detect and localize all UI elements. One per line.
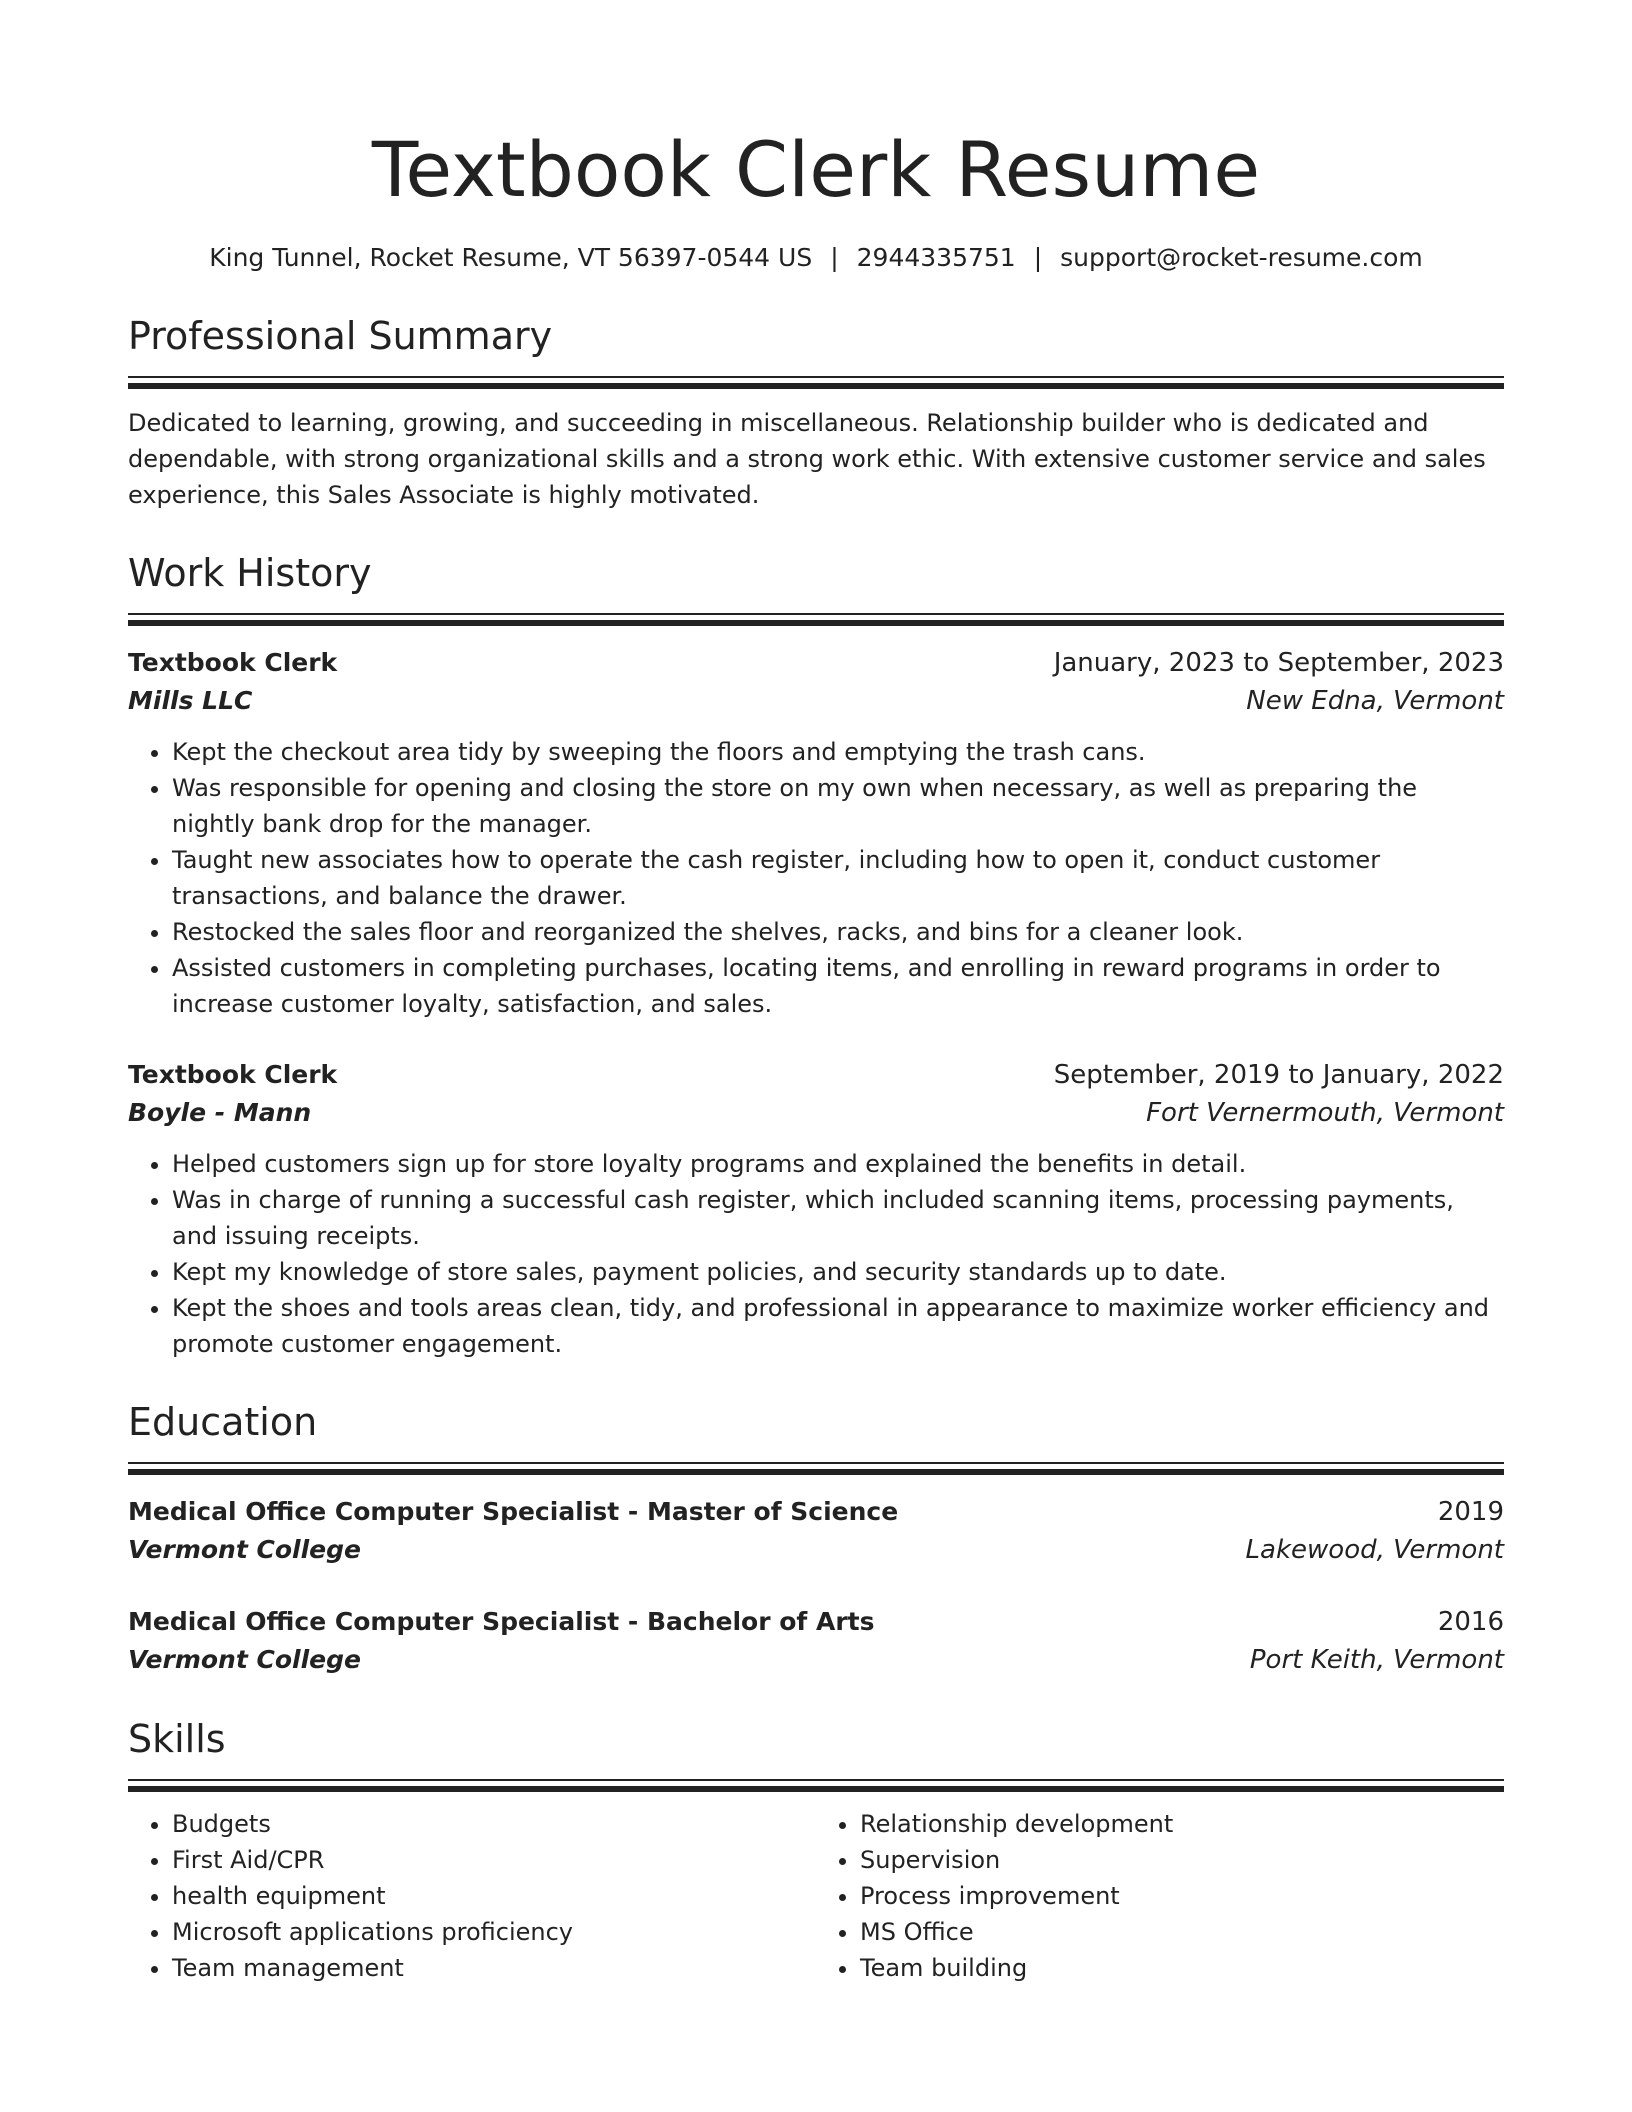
skills-list-right — [816, 1806, 1504, 1986]
skill-item: • Budgets — [172, 1806, 816, 1842]
list-item: • Assisted customers in completing purchases, locating items, and enrolling in reward programs in order to increase customer loyalty, satisfaction, and sales. — [172, 950, 1504, 1022]
list-item: • Kept the checkout area tidy by sweeping the floors and emptying the trash cans. — [172, 734, 1504, 770]
contact-separator: | — [830, 243, 839, 272]
job-company: Mills LLC — [128, 686, 253, 715]
education-year: 2016 — [1437, 1607, 1504, 1637]
contact-line — [128, 240, 1504, 276]
job-location: Fort Vernermouth, Vermont — [1146, 1098, 1504, 1128]
education-school: Vermont College — [128, 1535, 361, 1564]
education-entry — [128, 1603, 1504, 1679]
contact-phone: 2944335751 — [856, 243, 1016, 272]
section-divider — [128, 1462, 1504, 1475]
education-section — [128, 1396, 1504, 1475]
list-item: • Kept the shoes and tools areas clean, tidy, and professional in appearance to maximize worker efficiency and promote customer engagement. — [172, 1290, 1504, 1362]
education-heading: Education — [128, 1400, 318, 1444]
education-degree: Medical Office Computer Specialist - Bachelor of Arts — [128, 1607, 875, 1636]
skills-heading: Skills — [128, 1717, 226, 1761]
work-history-section — [128, 547, 1504, 626]
skills-list-left — [128, 1806, 816, 1986]
summary-text: Dedicated to learning, growing, and succeeding in miscellaneous. Relationship builder who is dedicated and dependable, with strong organizational skills and a strong work ethic. With extensive customer service and sales experience, this Sales Associate is highly motivated. — [128, 409, 1486, 509]
section-divider — [128, 613, 1504, 626]
list-item: • Helped customers sign up for store loyalty programs and explained the benefits in detail. — [172, 1146, 1504, 1182]
list-item: • Was responsible for opening and closing the store on my own when necessary, as well as preparing the nightly bank drop for the manager. — [172, 770, 1504, 842]
job-entry — [128, 1056, 1504, 1362]
contact-address: King Tunnel, Rocket Resume, VT 56397-0544 US — [209, 243, 813, 272]
job-entry — [128, 644, 1504, 1022]
job-location: New Edna, Vermont — [1246, 686, 1504, 716]
skill-item: • Microsoft applications proficiency — [172, 1914, 816, 1950]
list-item: • Restocked the sales floor and reorganized the shelves, racks, and bins for a cleaner look. — [172, 914, 1504, 950]
skill-item: • Supervision — [860, 1842, 1504, 1878]
education-year: 2019 — [1437, 1497, 1504, 1527]
skill-item: • Team management — [172, 1950, 816, 1986]
skill-item: • health equipment — [172, 1878, 816, 1914]
job-company: Boyle - Mann — [128, 1098, 312, 1127]
summary-heading: Professional Summary — [128, 314, 553, 358]
resume-title: Textbook Clerk Resume — [371, 125, 1261, 214]
list-item: • Was in charge of running a successful cash register, which included scanning items, processing payments, and issuing receipts. — [172, 1182, 1504, 1254]
education-location: Port Keith, Vermont — [1249, 1645, 1504, 1675]
skill-item: • Relationship development — [860, 1806, 1504, 1842]
education-degree: Medical Office Computer Specialist - Master of Science — [128, 1497, 899, 1526]
job-duties-list — [128, 734, 1504, 1022]
job-title: Textbook Clerk — [128, 1060, 338, 1089]
job-title: Textbook Clerk — [128, 648, 338, 677]
contact-separator: | — [1033, 243, 1043, 272]
contact-email[interactable]: support@rocket-resume.com — [1060, 243, 1423, 272]
work-history-heading: Work History — [128, 551, 372, 595]
skills-section — [128, 1713, 1504, 1792]
skill-item: • Team building — [860, 1950, 1504, 1986]
job-dates: September, 2019 to January, 2022 — [1053, 1060, 1504, 1090]
skill-item: • First Aid/CPR — [172, 1842, 816, 1878]
section-divider — [128, 1779, 1504, 1792]
job-dates: January, 2023 to September, 2023 — [1053, 648, 1504, 678]
list-item: • Kept my knowledge of store sales, payment policies, and security standards up to date. — [172, 1254, 1504, 1290]
list-item: • Taught new associates how to operate the cash register, including how to open it, conduct customer transactions, and balance the drawer. — [172, 842, 1504, 914]
skills-columns — [128, 1806, 1504, 1986]
job-duties-list — [128, 1146, 1504, 1362]
skill-item: • Process improvement — [860, 1878, 1504, 1914]
education-location: Lakewood, Vermont — [1245, 1535, 1504, 1565]
education-school: Vermont College — [128, 1645, 361, 1674]
section-divider — [128, 376, 1504, 389]
summary-section — [128, 310, 1504, 389]
education-entry — [128, 1493, 1504, 1569]
skill-item: • MS Office — [860, 1914, 1504, 1950]
